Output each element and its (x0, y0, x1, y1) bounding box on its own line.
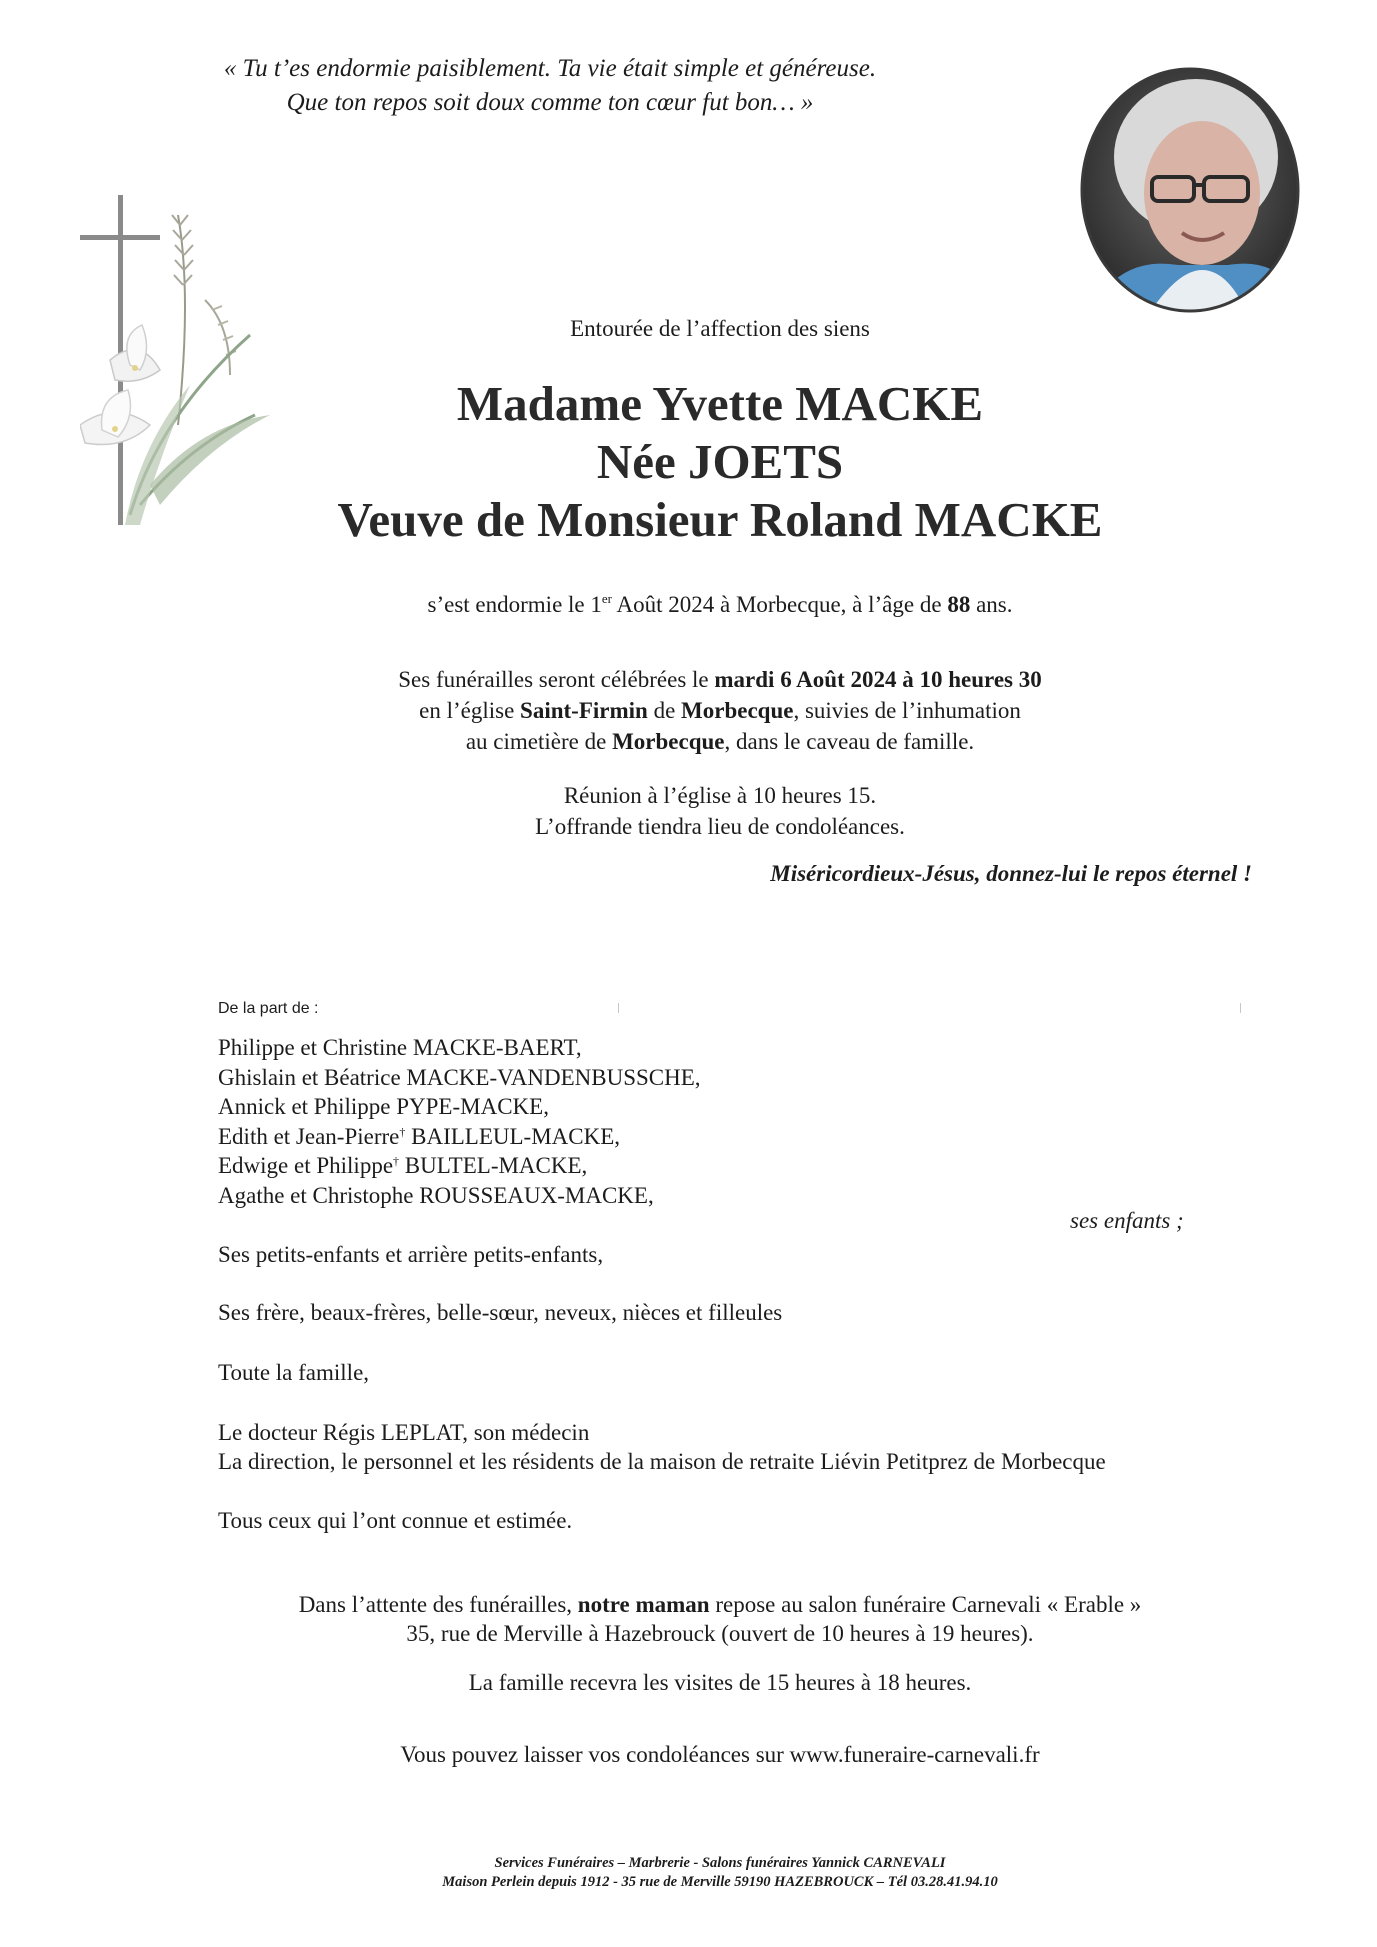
funeral-line-2 (200, 695, 1240, 726)
reunion-time: Réunion à l’église à 10 heures 15. (563, 783, 877, 808)
portrait-image-icon (1078, 65, 1302, 315)
salon-text: Dans l’attente des funérailles, (298, 1592, 578, 1617)
funeral-line-1 (200, 664, 1240, 695)
footer-line-1: Services Funéraires – Marbrerie - Salons funéraires Yannick CARNEVALI (494, 1855, 946, 1871)
scan-mark (1240, 1003, 1241, 1013)
list-item: Philippe et Christine MACKE-BAERT, (218, 1035, 582, 1060)
list-item (218, 1122, 1018, 1152)
child-names: Edwige et Philippe (218, 1153, 394, 1178)
salon-address: 35, rue de Merville à Hazebrouck (ouvert de 10 heures à 19 heures). (406, 1621, 1034, 1646)
funeral-line-3 (200, 726, 1240, 757)
condolences-link-text: Vous pouvez laisser vos condoléances sur www.funeraire-carnevali.fr (400, 1742, 1040, 1767)
scan-mark (618, 1003, 619, 1013)
child-surname: BAILLEUL-MACKE, (405, 1123, 621, 1149)
funeral-date: mardi 6 Août 2024 à 10 heures 30 (714, 667, 1042, 692)
church-name: Saint-Firmin (520, 698, 648, 723)
acquaintances-line: Tous ceux qui l’ont connue et estimée. (218, 1508, 573, 1533)
siblings-line: Ses frère, beaux-frères, belle-sœur, neveux, nièces et filleules (218, 1300, 783, 1325)
offering-note: L’offrande tiendra lieu de condoléances. (535, 814, 905, 839)
list-item: Ghislain et Béatrice MACKE-VANDENBUSSCHE, (218, 1064, 701, 1090)
death-text-1: s’est endormie le 1 (427, 592, 602, 617)
children-list (218, 1033, 1018, 1210)
salon-text: repose au salon funéraire Carnevali « Erable » (709, 1592, 1142, 1617)
funeral-text: au cimetière de (465, 729, 613, 754)
doctor-line: Le docteur Régis LEPLAT, son médecin (218, 1420, 590, 1445)
deceased-name: Madame Yvette MACKE (456, 376, 984, 431)
epigraph (170, 52, 930, 120)
list-item: Annick et Philippe PYPE-MACKE, (218, 1094, 549, 1119)
prayer-line: Miséricordieux-Jésus, donnez-lui le repos éternel ! (770, 861, 1252, 886)
retirement-home-line: La direction, le personnel et les résidents de la maison de retraite Liévin Petitprez de Morbecque (218, 1449, 1106, 1474)
funeral-text: Ses funérailles seront célébrées le (398, 667, 715, 692)
epigraph-line-2: Que ton repos soit doux comme ton cœur fut bon… » (286, 89, 814, 116)
footer (300, 1854, 1140, 1892)
age-value: 88 (947, 592, 971, 617)
salon-line-1 (200, 1590, 1240, 1619)
child-surname: BULTEL-MACKE, (399, 1153, 588, 1178)
child-names: Edith et Jean-Pierre (218, 1123, 400, 1149)
funeral-text: , suivies de l’inhumation (793, 698, 1021, 723)
grandchildren-line: Ses petits-enfants et arrière petits-enfants, (218, 1242, 604, 1267)
epigraph-line-1: « Tu t’es endormie paisiblement. Ta vie était simple et généreuse. (223, 55, 877, 82)
from-label: De la part de : (218, 1000, 319, 1017)
visiting-hours: La famille recevra les visites de 15 heures à 18 heures. (468, 1670, 972, 1695)
death-notice (250, 592, 1190, 618)
town-name: Morbecque (612, 729, 725, 754)
intro-text: Entourée de l’affection des siens (570, 316, 870, 341)
death-text-3: ans. (970, 592, 1013, 617)
deceased-mark: † (399, 1124, 406, 1139)
list-item (218, 1151, 1018, 1181)
salon-emphasis: notre maman (577, 1592, 710, 1617)
footer-line-2: Maison Perlein depuis 1912 - 35 rue de Merville 59190 HAZEBROUCK – Tél 03.28.41.94.10 (442, 1874, 998, 1890)
deceased-name-block (200, 375, 1240, 549)
funeral-text: de (647, 698, 682, 723)
maiden-name: Née JOETS (596, 434, 844, 489)
death-text-2: Août 2024 à Morbecque, à l’âge de (612, 592, 948, 617)
funeral-details (200, 664, 1240, 757)
family-line: Toute la famille, (218, 1360, 370, 1385)
funeral-text: en l’église (419, 698, 521, 723)
portrait-photo (1078, 65, 1302, 315)
funeral-parlor-info (200, 1590, 1240, 1648)
children-role: ses enfants ; (1070, 1208, 1184, 1233)
widow-of: Veuve de Monsieur Roland MACKE (337, 492, 1103, 547)
reunion-info (300, 780, 1140, 842)
funeral-text: , dans le caveau de famille. (724, 729, 975, 754)
list-item: Agathe et Christophe ROUSSEAUX-MACKE, (218, 1182, 654, 1208)
town-name: Morbecque (681, 698, 794, 723)
deceased-mark: † (393, 1154, 400, 1168)
ordinal-suffix: er (601, 591, 612, 606)
